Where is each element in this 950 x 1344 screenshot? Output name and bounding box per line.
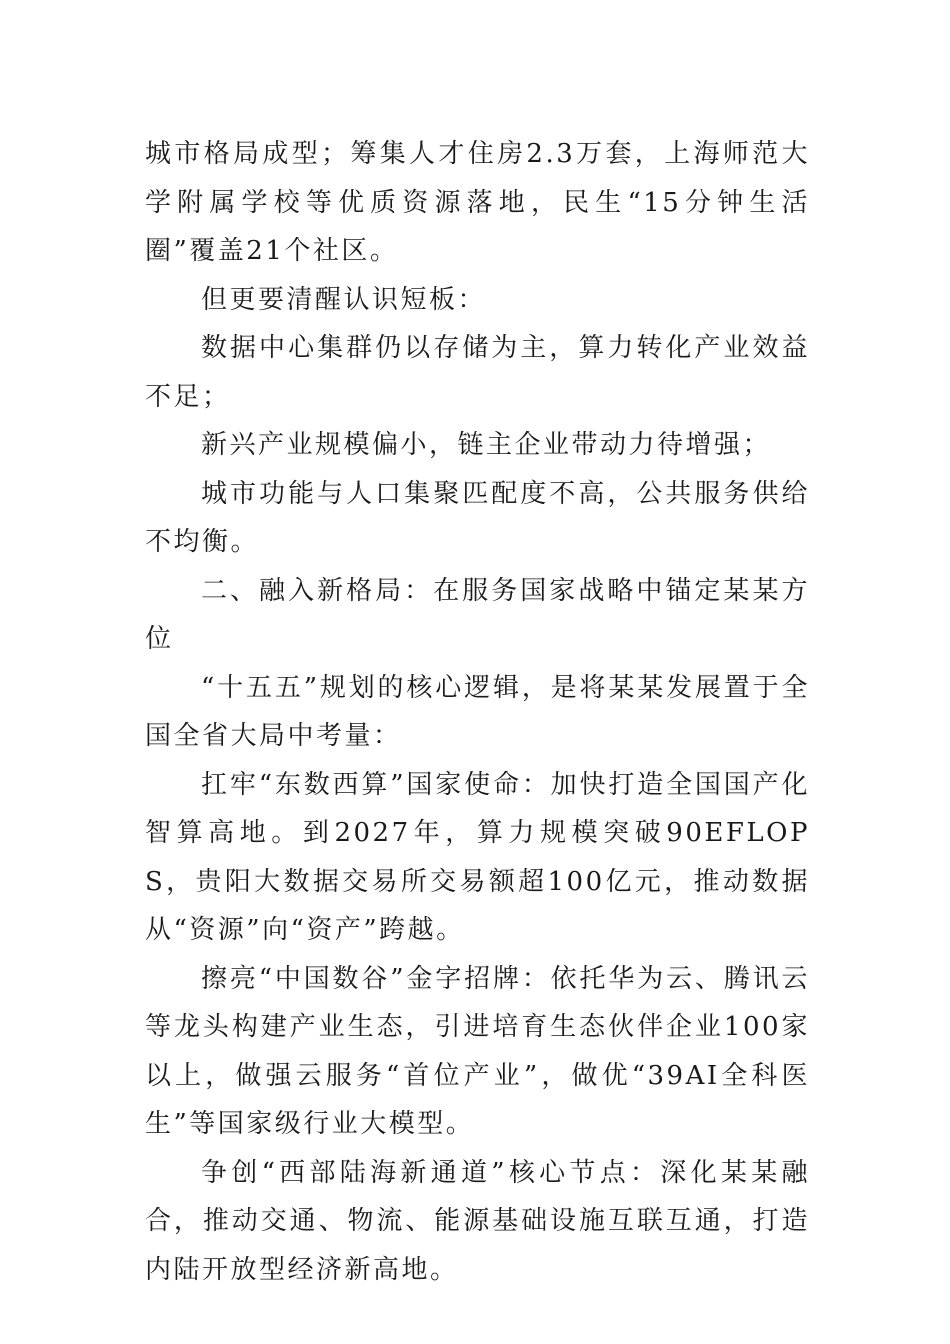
section-heading: 二、融入新格局：在服务国家战略中锚定某某方位	[145, 575, 810, 654]
paragraph: 城市功能与人口集聚匹配度不高，公共服务供给不均衡。	[145, 478, 810, 557]
paragraph: 扛牢“东数西算”国家使命：加快打造全国国产化智算高地。到2027年，算力规模突破90EFLOPS，贵阳大数据交易所交易额超100亿元，推动数据从“资源”向“资产”跨越。	[145, 769, 810, 945]
paragraph: 争创“西部陆海新通道”核心节点：深化某某融合，推动交通、物流、能源基础设施互联互通，打造内陆开放型经济新高地。	[145, 1157, 810, 1285]
document-body	[145, 130, 810, 1294]
paragraph-continuation: 城市格局成型；筹集人才住房2.3万套，上海师范大学附属学校等优质资源落地，民生“15分钟生活圈”覆盖21个社区。	[145, 139, 810, 266]
paragraph: “十五五”规划的核心逻辑，是将某某发展置于全国全省大局中考量：	[145, 672, 810, 751]
paragraph: 数据中心集群仍以存储为主，算力转化产业效益不足；	[145, 333, 810, 412]
paragraph: 擦亮“中国数谷”金字招牌：依托华为云、腾讯云等龙头构建产业生态，引进培育生态伙伴企业100家以上，做强云服务“首位产业”，做优“39AI全科医生”等国家级行业大模型。	[145, 963, 810, 1139]
paragraph: 但更要清醒认识短板：	[201, 284, 487, 315]
paragraph: 新兴产业规模偏小，链主企业带动力待增强；	[201, 430, 772, 460]
